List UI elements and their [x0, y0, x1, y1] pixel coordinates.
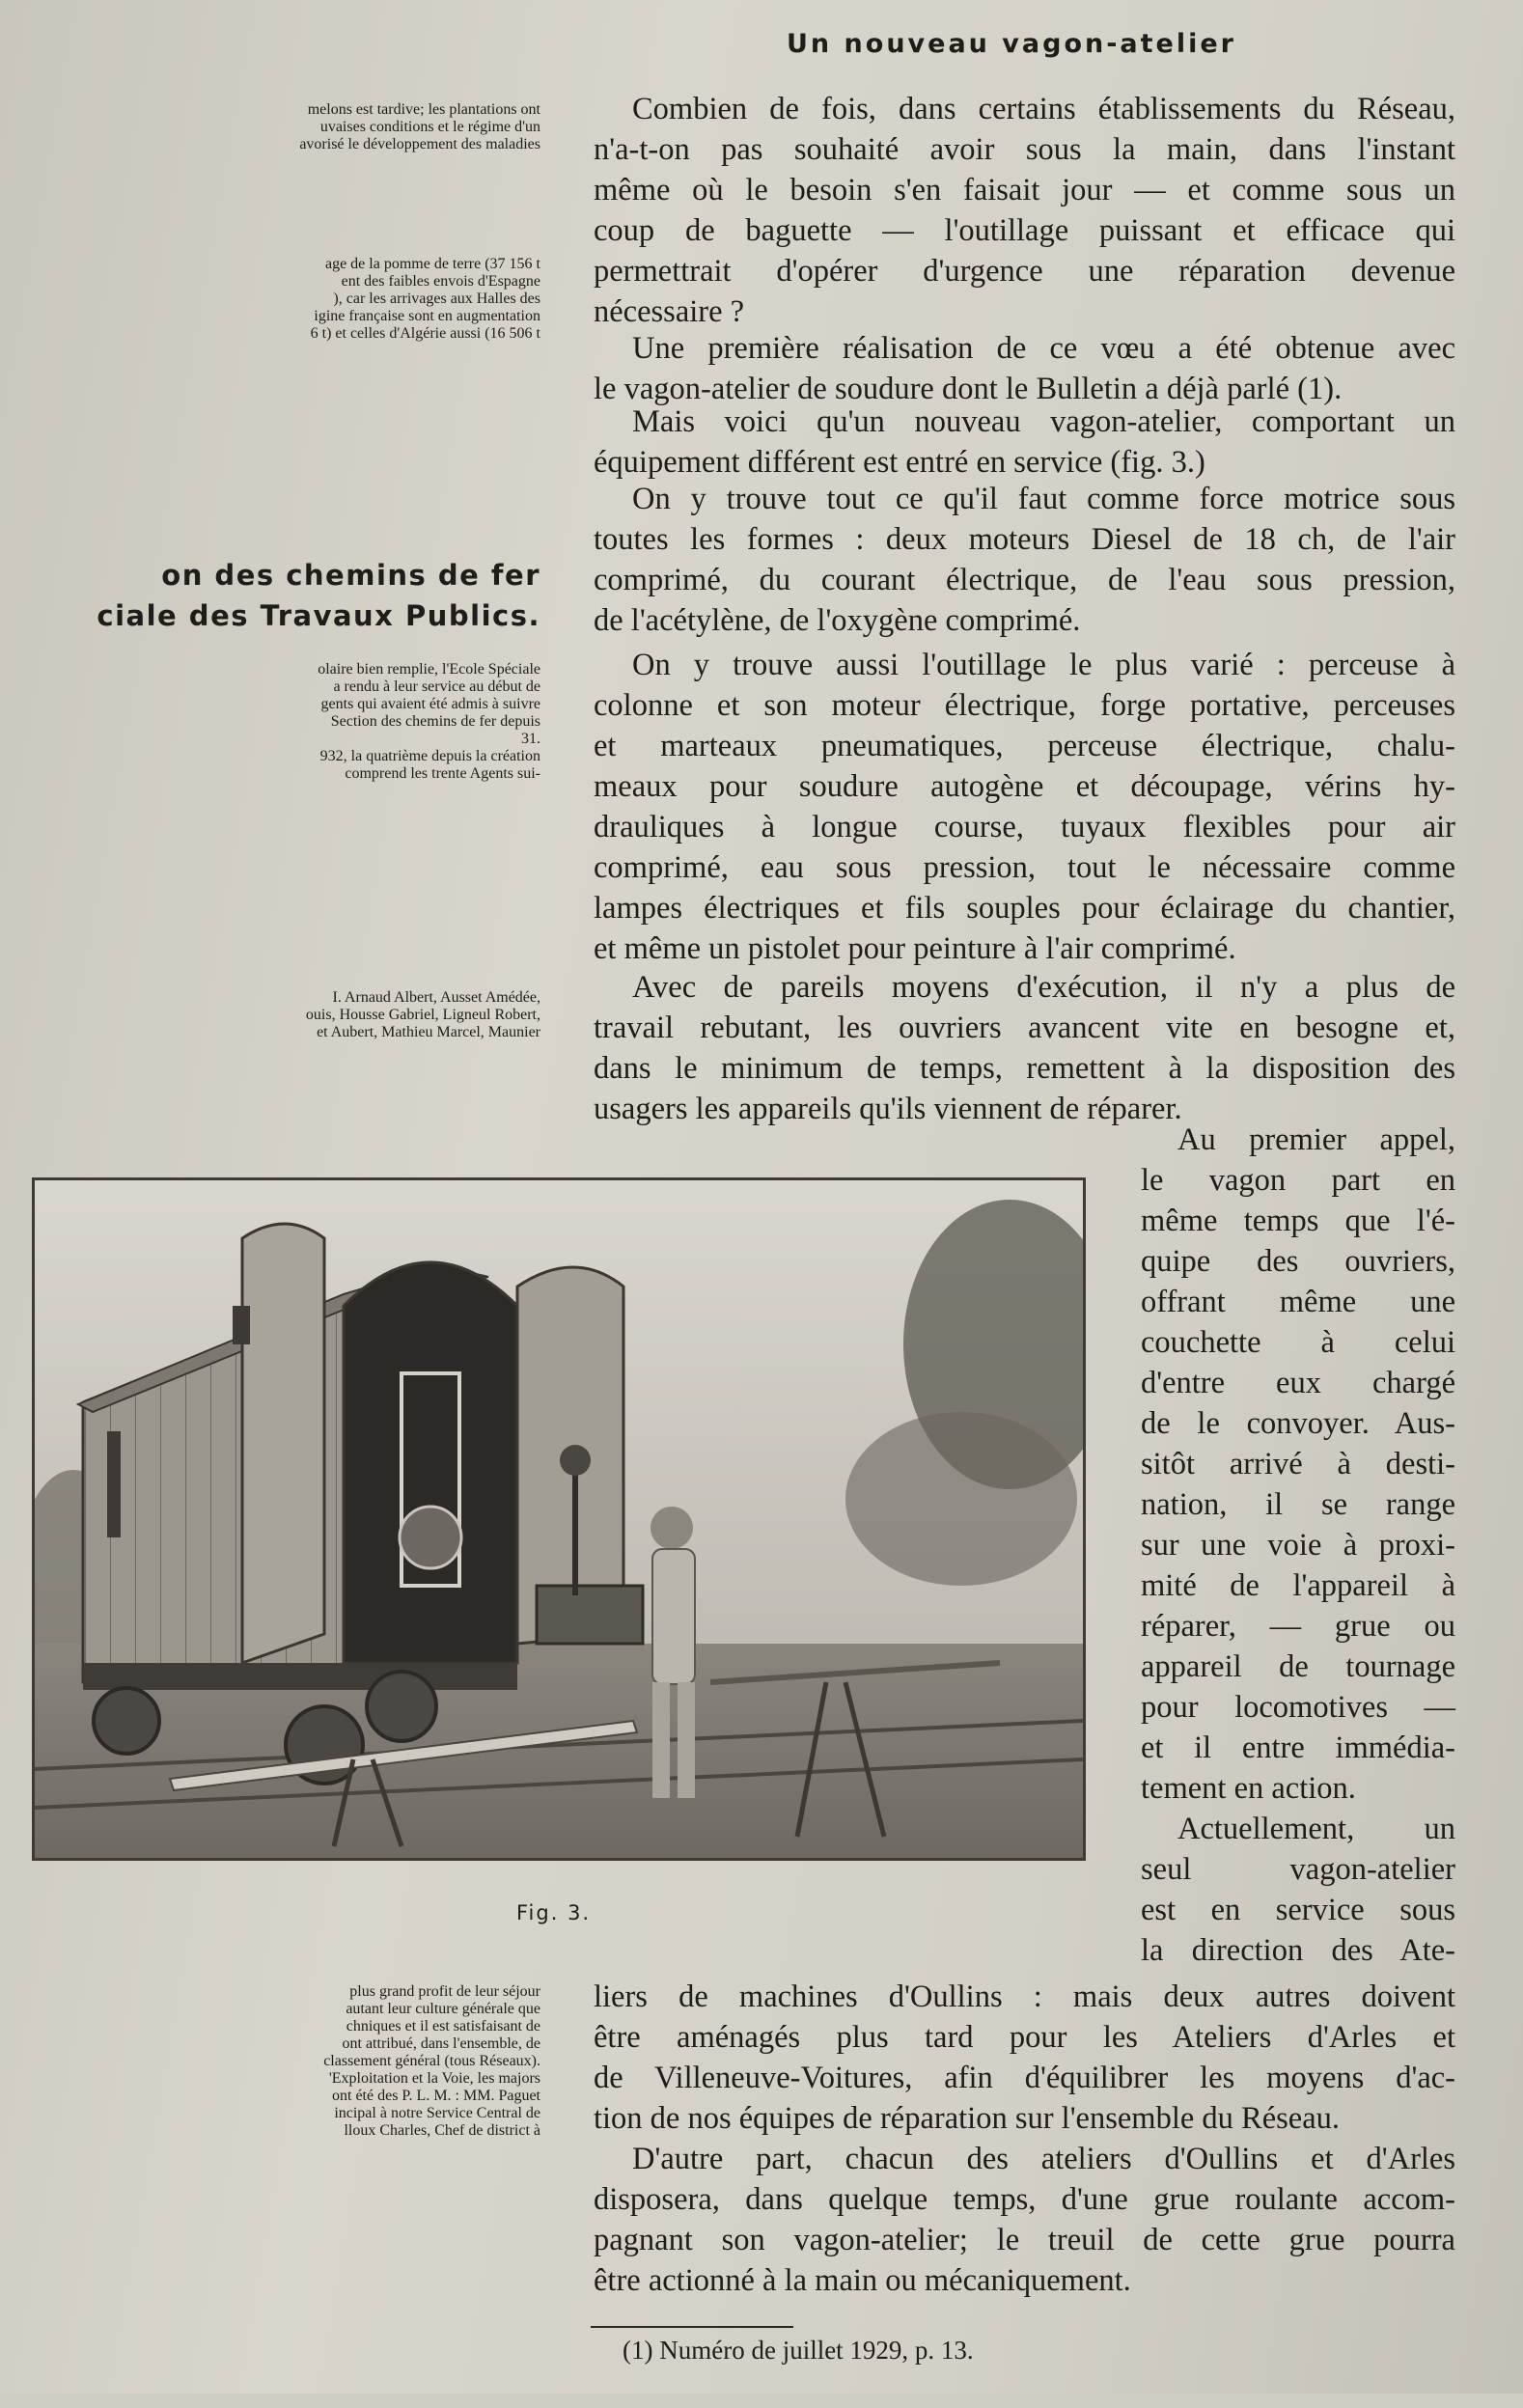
paragraph-5	[594, 645, 1455, 969]
paragraph-line: permettrait d'opérer d'urgence une réparation devenue	[594, 254, 1455, 289]
paragraph-line: même où le besoin s'en faisait jour — et comme sous un	[594, 173, 1455, 208]
wrap-text-line: Au premier appel,	[1177, 1122, 1455, 1157]
paragraph-line: comprimé, du courant électrique, de l'eau sous pression,	[594, 563, 1455, 597]
wrap-text-line: seul vagon-atelier	[1141, 1852, 1455, 1887]
left-text-line: chniques et il est satisfaisant de	[346, 2018, 540, 2034]
paragraph-line: dans le minimum de temps, remettent à la disposition des	[594, 1051, 1455, 1086]
left-text-line: incipal à notre Service Central de	[334, 2105, 540, 2121]
footnote-rule	[591, 2326, 793, 2328]
running-head: Un nouveau vagon-atelier	[787, 29, 1236, 59]
left-text-line: avorisé le développement des maladies	[299, 136, 540, 152]
section-heading	[0, 555, 540, 636]
left-text-line: uvaises conditions et le régime d'un	[319, 119, 540, 135]
wrap-text-line: couchette à celui	[1141, 1325, 1455, 1360]
wrap-text-line: est en service sous	[1141, 1893, 1455, 1927]
paragraph-line: travail rebutant, les ouvriers avancent vite en besogne et,	[594, 1010, 1455, 1045]
wrap-text-line: et il entre immédia-	[1141, 1730, 1455, 1765]
paragraph-line: être actionné à la main ou mécaniquement.	[594, 2263, 1131, 2298]
left-text-line: olaire bien remplie, l'Ecole Spéciale	[318, 661, 540, 678]
wrap-text-line: pour locomotives —	[1141, 1690, 1455, 1725]
paragraph-line: Une première réalisation de ce vœu a été obtenue avec	[632, 331, 1455, 366]
left-block-2	[0, 256, 540, 343]
section-heading-line: ciale des Travaux Publics.	[97, 599, 540, 632]
paragraph-1	[594, 89, 1455, 332]
photo-illustration	[35, 1180, 1083, 1858]
wrap-text-line: de le convoyer. Aus-	[1141, 1406, 1455, 1441]
paragraph-line: n'a-t-on pas souhaité avoir sous la main, dans l'instant	[594, 132, 1455, 167]
wrap-text-column	[1141, 1120, 1455, 1971]
paragraph-line: On y trouve aussi l'outillage le plus varié : perceuse à	[632, 648, 1455, 682]
paragraph-line: être aménagés plus tard pour les Ateliers d'Arles et	[594, 2020, 1455, 2055]
left-text-line: ont attribué, dans l'ensemble, de	[342, 2035, 540, 2052]
wrap-text-line: sur une voie à proxi-	[1141, 1528, 1455, 1563]
paragraph-line: On y trouve tout ce qu'il faut comme force motrice sous	[632, 482, 1455, 516]
paragraph-line: meaux pour soudure autogène et découpage, vérins hy-	[594, 769, 1455, 804]
left-text-line: melons est tardive; les plantations ont	[307, 101, 540, 118]
section-heading-line: on des chemins de fer	[161, 559, 540, 592]
paragraph-line: et même un pistolet pour peinture à l'air comprimé.	[594, 931, 1236, 966]
paragraph-line: de l'acétylène, de l'oxygène comprimé.	[594, 603, 1081, 638]
left-text-line: 6 t) et celles d'Algérie aussi (16 506 t	[310, 325, 540, 342]
left-text-line: classement général (tous Réseaux).	[323, 2053, 540, 2069]
wrap-text-line: tement en action.	[1141, 1771, 1356, 1806]
paragraph-line: comprimé, eau sous pression, tout le nécessaire comme	[594, 850, 1455, 885]
wrap-text-line: la direction des Ate-	[1141, 1933, 1455, 1968]
left-text-line: gents qui avaient été admis à suivre	[320, 696, 540, 712]
paragraph-line: de Villeneuve-Voitures, afin d'équilibrer les moyens d'ac-	[594, 2061, 1455, 2095]
left-text-line: age de la pomme de terre (37 156 t	[324, 256, 540, 272]
wrap-text-line: même temps que l'é-	[1141, 1204, 1455, 1238]
paragraph-2	[594, 328, 1455, 409]
paragraph-line: usagers les appareils qu'ils viennent de réparer.	[594, 1092, 1182, 1126]
wrap-text-line: sitôt arrivé à desti-	[1141, 1447, 1455, 1481]
left-block-3	[0, 661, 540, 783]
wrap-text-line: appareil de tournage	[1141, 1649, 1455, 1684]
paragraph-line: coup de baguette — l'outillage puissant et efficace qui	[594, 213, 1455, 248]
paragraph-line: pagnant son vagon-atelier; le treuil de cette grue pourra	[594, 2223, 1455, 2257]
left-text-line: autant leur culture générale que	[346, 2001, 540, 2017]
paragraph-line: nécessaire ?	[594, 294, 745, 329]
wrap-text-line: d'entre eux chargé	[1141, 1366, 1455, 1400]
wrap-text-line: réparer, — grue ou	[1141, 1609, 1455, 1644]
paragraph-line: D'autre part, chacun des ateliers d'Oullins et d'Arles	[632, 2142, 1455, 2176]
left-block-5	[0, 1983, 540, 2140]
left-text-line: I. Arnaud Albert, Ausset Amédée,	[332, 989, 540, 1006]
left-text-line: Section des chemins de fer depuis	[330, 713, 540, 730]
paragraph-line: Mais voici qu'un nouveau vagon-atelier, comportant un	[632, 404, 1455, 439]
left-text-line: 'Exploitation et la Voie, les majors	[328, 2070, 540, 2087]
wrap-text-line: Actuellement, un	[1177, 1812, 1455, 1846]
left-text-line: comprend les trente Agents sui-	[345, 765, 540, 782]
left-text-line: ont été des P. L. M. : MM. Paguet	[332, 2088, 540, 2104]
left-text-line: plus grand profit de leur séjour	[349, 1983, 540, 2000]
wrap-text-line: mité de l'appareil à	[1141, 1568, 1455, 1603]
paragraph-line: disposera, dans quelque temps, d'une grue roulante accom-	[594, 2182, 1455, 2217]
paragraph-line: équipement différent est entré en service (fig. 3.)	[594, 445, 1205, 480]
left-text-line: ), car les arrivages aux Halles des	[333, 291, 540, 307]
left-text-line: 31.	[521, 731, 540, 747]
wrap-text-line: offrant même une	[1141, 1285, 1455, 1319]
left-text-line: igine française sont en augmentation	[314, 308, 540, 324]
paragraph-line: toutes les formes : deux moteurs Diesel de 18 ch, de l'air	[594, 522, 1455, 557]
paragraph-line: colonne et son moteur électrique, forge portative, perceuses	[594, 688, 1455, 723]
left-block-1	[0, 101, 540, 153]
paragraph-line: liers de machines d'Oullins : mais deux autres doivent	[594, 1979, 1455, 2014]
paragraph-line: Combien de fois, dans certains établissements du Réseau,	[632, 92, 1455, 126]
left-text-line: lloux Charles, Chef de district à	[344, 2122, 540, 2139]
paragraph-line: Avec de pareils moyens d'exécution, il n'y a plus de	[632, 970, 1455, 1005]
paragraph-6	[594, 967, 1455, 1129]
paragraph-7	[594, 1977, 1455, 2139]
paragraph-8	[594, 2139, 1455, 2301]
left-text-line: et Aubert, Mathieu Marcel, Maunier	[317, 1024, 540, 1040]
paragraph-line: et marteaux pneumatiques, perceuse électrique, chalu-	[594, 729, 1455, 763]
figure-caption: Fig. 3.	[516, 1901, 592, 1924]
wrap-text-line: nation, il se range	[1141, 1487, 1455, 1522]
paragraph-line: drauliques à longue course, tuyaux flexibles pour air	[594, 810, 1455, 844]
left-text-line: 932, la quatrième depuis la création	[319, 748, 540, 764]
left-text-line: ent des faibles envois d'Espagne	[341, 273, 540, 290]
paragraph-line: lampes électriques et fils souples pour éclairage du chantier,	[594, 891, 1455, 926]
paragraph-3	[594, 401, 1455, 483]
paragraph-4	[594, 479, 1455, 641]
footnote: (1) Numéro de juillet 1929, p. 13.	[623, 2336, 974, 2365]
paragraph-line: le vagon-atelier de soudure dont le Bulletin a déjà parlé (1).	[594, 372, 1343, 406]
left-block-4	[0, 989, 540, 1041]
left-text-line: a rendu à leur service au début de	[333, 678, 540, 695]
paragraph-line: tion de nos équipes de réparation sur l'ensemble du Réseau.	[594, 2101, 1341, 2136]
left-text-line: ouis, Housse Gabriel, Ligneul Robert,	[305, 1007, 540, 1023]
wrap-text-line: le vagon part en	[1141, 1163, 1455, 1198]
figure-photo-vagon-atelier	[32, 1177, 1086, 1861]
wrap-text-line: quipe des ouvriers,	[1141, 1244, 1455, 1279]
